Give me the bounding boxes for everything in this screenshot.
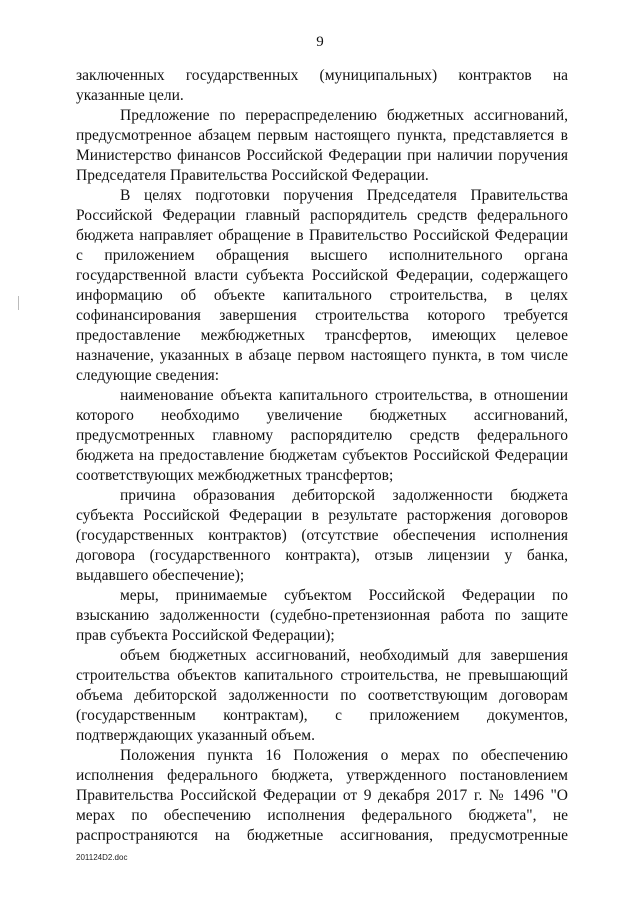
margin-mark (18, 296, 19, 310)
paragraph-debt-reason: причина образования дебиторской задолженности бюджета субъекта Российской Федерации в результате расторжения договоров (государственных контрактов) (отсутствие обеспечения исполнения договора (государственного контракта), отзыв лицензии у банка, выдавшего обеспечение); (76, 487, 568, 584)
paragraph-provisions-exception: Положения пункта 16 Положения о мерах по обеспечению исполнения федерального бюджета, утвержденного постановлением Правительства Российской Федерации от 9 декабря 2017 г. № 1496 "О мерах по обеспечению исполнения федерального бюджета", не распространяются на бюджетные ассигнования, предусмотренные (76, 747, 568, 844)
paragraph-preparation-of-order: В целях подготовки поручения Председателя Правительства Российской Федерации главный распорядитель средств федерального бюджета направляет обращение в Правительство Российской Федерации с приложением обращения высшего исполнительного органа государственной власти субъекта Российской Федерации, содержащего информацию об объекте капитального строительства, в целях софинансирования завершения строительства которого требуется предоставление межбюджетных трансфертов, имеющих целевое назначение, указанных в абзаце первом настоящего пункта, в том числе следующие сведения: (76, 187, 568, 384)
footer-filename: 201124D2.doc (76, 853, 128, 862)
document-body (76, 66, 568, 846)
page-number: 9 (316, 34, 324, 50)
paragraph-collection-measures: меры, принимаемые субъектом Российской Федерации по взысканию задолженности (судебно-претензионная работа по защите прав субъекта Российской Федерации); (76, 587, 568, 644)
paragraph-allocation-volume: объем бюджетных ассигнований, необходимый для завершения строительства объектов капитального строительства, не превышающий объема дебиторской задолженности по соответствующим договорам (государственным контрактам), с приложением документов, подтверждающих указанный объем. (76, 647, 568, 744)
paragraph-contract-purposes: заключенных государственных (муниципальных) контрактов на указанные цели. (76, 67, 568, 104)
paragraph-redistribution-proposal: Предложение по перераспределению бюджетных ассигнований, предусмотренное абзацем первым настоящего пункта, представляется в Министерство финансов Российской Федерации при наличии поручения Председателя Правительства Российской Федерации. (76, 107, 568, 184)
paragraph-object-name: наименование объекта капитального строительства, в отношении которого необходимо увеличение бюджетных ассигнований, предусмотренных главному распорядителю средств федерального бюджета на предоставление бюджетам субъектов Российской Федерации соответствующих межбюджетных трансфертов; (76, 387, 568, 484)
